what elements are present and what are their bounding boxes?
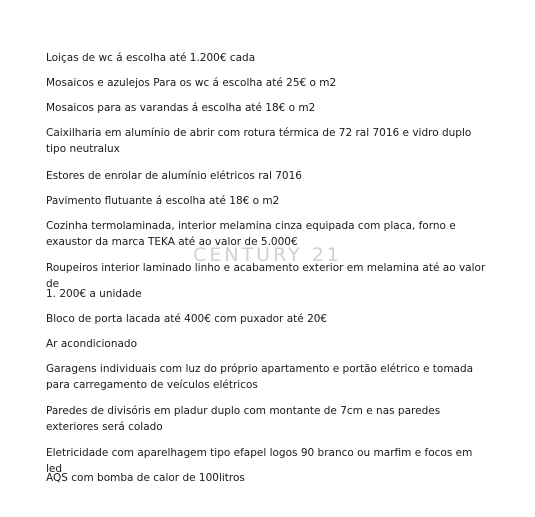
spec-item-air-conditioning: Ar acondicionado (46, 338, 137, 350)
spec-item-hot-water: AQS com bomba de calor de 100litros (46, 472, 245, 484)
spec-item-electricity: Eletricidade com aparelhagem tipo efapel logos 90 branco ou marfim e focos em led (46, 447, 473, 475)
spec-item-shutters: Estores de enrolar de alumínio elétricos ral 7016 (46, 170, 302, 182)
spec-item-wardrobe-price: 1. 200€ a unidade (46, 288, 142, 300)
spec-item-garages: Garagens individuais com luz do próprio apartamento e portão elétrico e tomada para carregamento de veículos elétricos (46, 363, 474, 391)
spec-item-partition-walls: Paredes de divisóris em pladur duplo com montante de 7cm e nas paredes exteriores será colado (46, 405, 441, 433)
spec-item-wc-tiles: Mosaicos e azulejos Para os wc á escolha até 25€ o m2 (46, 77, 337, 89)
century21-watermark: CENTURY 21 (193, 244, 342, 266)
spec-item-wardrobes: Roupeiros interior laminado linho e acabamento exterior em melamina até ao valor de (46, 262, 486, 290)
spec-item-doors: Bloco de porta lacada até 400€ com puxador até 20€ (46, 313, 328, 325)
spec-item-wc-fixtures: Loiças de wc á escolha até 1.200€ cada (46, 52, 256, 64)
spec-item-window-frames: Caixilharia em alumínio de abrir com rotura térmica de 72 ral 7016 e vidro duplo tipo neutralux (46, 127, 472, 155)
spec-item-flooring: Pavimento flutuante á escolha até 18€ o m2 (46, 195, 280, 207)
spec-item-balcony-tiles: Mosaicos para as varandas á escolha até 18€ o m2 (46, 102, 316, 114)
spec-item-kitchen: Cozinha termolaminada, interior melamina cinza equipada com placa, forno e exaustor da marca TEKA até ao valor de 5.000€ (46, 220, 456, 248)
